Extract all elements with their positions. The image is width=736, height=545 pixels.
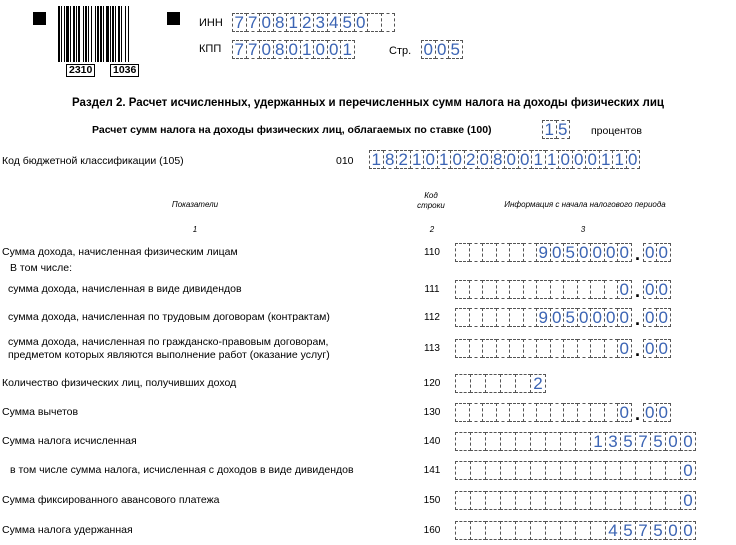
value-digit-cell: 3 xyxy=(605,432,621,451)
value-digit-cell xyxy=(482,403,497,422)
value-digit-cell xyxy=(482,243,497,262)
row-value-field-130[interactable] xyxy=(455,403,671,422)
kbk-digit-cell: 8 xyxy=(491,150,506,169)
decimal-separator: . xyxy=(634,404,640,424)
value-digit-cell: 0 xyxy=(590,243,605,262)
row-label-113-line2: предметом которых являются выполнение работ (оказание услуг) xyxy=(8,349,330,361)
value-digit-cell xyxy=(455,403,470,422)
value-fraction-cell: 0 xyxy=(656,280,671,299)
kbk-line-code: 010 xyxy=(336,155,354,167)
decimal-separator: . xyxy=(634,281,640,301)
value-digit-cell xyxy=(575,461,591,480)
value-digit-cell xyxy=(496,308,511,327)
value-digit-cell xyxy=(515,521,531,540)
row-value-field-150[interactable] xyxy=(455,491,696,510)
row-value-field-113[interactable] xyxy=(455,339,671,358)
kbk-digit-cell: 2 xyxy=(396,150,411,169)
value-digit-cell xyxy=(550,339,565,358)
kbk-digit-cell: 0 xyxy=(572,150,587,169)
kbk-digit-cell: 1 xyxy=(437,150,452,169)
value-digit-cell: 9 xyxy=(536,308,551,327)
kbk-digit-cell: 1 xyxy=(545,150,560,169)
kbk-digit-cell: 1 xyxy=(599,150,614,169)
row-code-113: 113 xyxy=(424,343,440,354)
value-digit-cell xyxy=(604,339,619,358)
barcode-number-left: 2310 xyxy=(66,64,95,77)
value-fraction-cell: 0 xyxy=(656,339,671,358)
value-digit-cell: 0 xyxy=(617,403,632,422)
value-digit-cell xyxy=(515,432,531,451)
row-code-120: 120 xyxy=(423,378,441,389)
value-digit-cell: 1 xyxy=(590,432,606,451)
value-digit-cell xyxy=(530,432,546,451)
inn-digit-cell: 4 xyxy=(327,13,342,32)
value-digit-cell xyxy=(560,491,576,510)
kbk-digit-cell: 2 xyxy=(464,150,479,169)
value-digit-cell xyxy=(455,521,471,540)
row-code-141: 141 xyxy=(423,465,441,476)
column-header-line-code-part1: Код xyxy=(424,191,438,200)
value-digit-cell xyxy=(590,339,605,358)
row-label-110: Сумма дохода, начисленная физическим лицам xyxy=(2,246,238,258)
value-digit-cell xyxy=(530,461,546,480)
value-digit-cell xyxy=(575,491,591,510)
kbk-digit-cell: 1 xyxy=(612,150,627,169)
value-digit-cell xyxy=(500,461,516,480)
inn-digit-cell: 2 xyxy=(300,13,315,32)
value-digit-cell xyxy=(496,243,511,262)
value-digit-cell xyxy=(530,521,546,540)
value-digit-cell: 0 xyxy=(617,280,632,299)
value-digit-cell xyxy=(545,432,561,451)
row-label-112: сумма дохода, начисленная по трудовым договорам (контрактам) xyxy=(8,311,330,323)
row-code-150: 150 xyxy=(423,495,441,506)
value-digit-cell xyxy=(470,374,486,393)
kbk-digit-cell: 0 xyxy=(477,150,492,169)
column-header-line-code-part2: строки xyxy=(417,201,445,210)
value-digit-cell xyxy=(604,403,619,422)
value-digit-cell xyxy=(523,339,538,358)
value-digit-cell: 0 xyxy=(550,308,565,327)
value-digit-cell xyxy=(590,491,606,510)
value-fraction-cell: 0 xyxy=(643,243,658,262)
value-digit-cell: 7 xyxy=(635,521,651,540)
value-digit-cell xyxy=(509,280,524,299)
kbk-digit-cell: 0 xyxy=(450,150,465,169)
kbk-digit-cell: 0 xyxy=(518,150,533,169)
row-label-160: Сумма налога удержанная xyxy=(2,524,133,536)
kpp-digit-cell: 0 xyxy=(313,40,328,59)
value-digit-cell xyxy=(485,461,501,480)
rate-label: Расчет сумм налога на доходы физических лиц, облагаемых по ставке (100) xyxy=(92,124,492,136)
value-digit-cell xyxy=(509,403,524,422)
value-digit-cell xyxy=(650,491,666,510)
kpp-label: КПП xyxy=(199,43,222,55)
value-digit-cell xyxy=(496,280,511,299)
value-digit-cell xyxy=(455,280,470,299)
value-digit-cell xyxy=(620,491,636,510)
column-number-3: 3 xyxy=(580,225,586,234)
row-value-field-111[interactable] xyxy=(455,280,671,299)
value-digit-cell xyxy=(515,461,531,480)
value-digit-cell: 5 xyxy=(620,521,636,540)
value-digit-cell: 4 xyxy=(605,521,621,540)
value-digit-cell xyxy=(470,521,486,540)
value-digit-cell xyxy=(550,403,565,422)
row-label-141: в том числе сумма налога, исчисленная с доходов в виде дивидендов xyxy=(10,464,354,476)
inn-digit-cell: 7 xyxy=(232,13,247,32)
barcode-number-right: 1036 xyxy=(110,64,139,77)
value-digit-cell xyxy=(509,243,524,262)
kbk-digit-cell: 1 xyxy=(531,150,546,169)
value-digit-cell xyxy=(482,308,497,327)
value-digit-cell: 0 xyxy=(617,339,632,358)
value-digit-cell xyxy=(470,461,486,480)
value-fraction-cell: 0 xyxy=(656,308,671,327)
value-digit-cell xyxy=(590,461,606,480)
value-digit-cell: 0 xyxy=(550,243,565,262)
value-digit-cell xyxy=(469,308,484,327)
kpp-digit-cell: 7 xyxy=(232,40,247,59)
value-digit-cell xyxy=(455,432,471,451)
kbk-digit-cell: 0 xyxy=(558,150,573,169)
inn-digit-cell: 5 xyxy=(340,13,355,32)
value-digit-cell xyxy=(536,280,551,299)
value-digit-cell: 0 xyxy=(577,243,592,262)
value-digit-cell xyxy=(635,491,651,510)
value-digit-cell xyxy=(590,521,606,540)
value-digit-cell xyxy=(563,403,578,422)
value-digit-cell xyxy=(577,403,592,422)
value-digit-cell: 0 xyxy=(617,308,632,327)
value-digit-cell xyxy=(509,339,524,358)
kbk-digit-cell: 0 xyxy=(504,150,519,169)
rate-field[interactable] xyxy=(542,120,570,139)
value-digit-cell xyxy=(604,280,619,299)
value-digit-cell xyxy=(455,491,471,510)
value-digit-cell xyxy=(650,461,666,480)
value-digit-cell xyxy=(500,432,516,451)
value-digit-cell xyxy=(455,243,470,262)
kpp-digit-cell: 8 xyxy=(273,40,288,59)
value-digit-cell xyxy=(620,461,636,480)
kbk-digit-cell: 0 xyxy=(626,150,641,169)
value-digit-cell xyxy=(515,491,531,510)
value-digit-cell xyxy=(545,521,561,540)
value-fraction-cell: 0 xyxy=(643,339,658,358)
rate-digit-cell: 1 xyxy=(542,120,557,139)
column-number-2: 2 xyxy=(429,225,435,234)
value-digit-cell xyxy=(496,339,511,358)
inn-digit-cell: 1 xyxy=(286,13,301,32)
value-digit-cell xyxy=(469,339,484,358)
value-digit-cell xyxy=(545,491,561,510)
column-header-indicators: Показатели xyxy=(171,200,219,209)
value-fraction-cell: 0 xyxy=(656,243,671,262)
value-digit-cell xyxy=(469,280,484,299)
kpp-digit-cell: 7 xyxy=(246,40,261,59)
kbk-digit-cell: 1 xyxy=(410,150,425,169)
inn-label: ИНН xyxy=(199,17,223,29)
decimal-separator: . xyxy=(634,309,640,329)
value-digit-cell xyxy=(665,461,681,480)
kbk-digit-cell: 1 xyxy=(369,150,384,169)
value-digit-cell xyxy=(575,521,591,540)
kbk-digit-cell: 8 xyxy=(383,150,398,169)
value-digit-cell xyxy=(455,339,470,358)
row-label-130: Сумма вычетов xyxy=(2,406,79,418)
row-code-130: 130 xyxy=(423,407,441,418)
kbk-field[interactable] xyxy=(369,150,640,169)
value-digit-cell xyxy=(509,308,524,327)
value-digit-cell xyxy=(605,461,621,480)
row-code-110: 110 xyxy=(424,247,440,258)
value-digit-cell xyxy=(496,403,511,422)
value-digit-cell xyxy=(665,491,681,510)
value-digit-cell xyxy=(470,432,486,451)
value-digit-cell xyxy=(577,339,592,358)
kbk-digit-cell: 0 xyxy=(585,150,600,169)
value-digit-cell: 2 xyxy=(530,374,546,393)
value-digit-cell xyxy=(560,461,576,480)
row-label-150: Сумма фиксированного авансового платежа xyxy=(2,494,220,506)
rate-unit: процентов xyxy=(591,125,643,137)
value-digit-cell: 0 xyxy=(665,432,681,451)
kpp-field[interactable] xyxy=(232,40,355,59)
value-digit-cell xyxy=(455,374,471,393)
inn-digit-cell: 0 xyxy=(354,13,369,32)
value-digit-cell: 7 xyxy=(635,432,651,451)
value-digit-cell xyxy=(575,432,591,451)
row-value-field-140[interactable] xyxy=(455,432,696,451)
row-value-field-110[interactable] xyxy=(455,243,671,262)
corner-marker-left xyxy=(33,12,46,25)
value-digit-cell xyxy=(500,374,516,393)
row-label-120: Количество физических лиц, получивших доход xyxy=(2,377,237,389)
value-digit-cell xyxy=(536,339,551,358)
value-digit-cell xyxy=(563,280,578,299)
value-digit-cell: 5 xyxy=(620,432,636,451)
inn-digit-cell: 7 xyxy=(246,13,261,32)
inn-field[interactable] xyxy=(232,13,395,32)
value-digit-cell xyxy=(590,280,605,299)
value-fraction-cell: 0 xyxy=(656,403,671,422)
value-digit-cell xyxy=(470,491,486,510)
value-digit-cell: 0 xyxy=(680,432,696,451)
value-digit-cell: 0 xyxy=(680,461,696,480)
value-digit-cell xyxy=(523,403,538,422)
value-digit-cell: 0 xyxy=(665,521,681,540)
value-digit-cell xyxy=(469,243,484,262)
row-value-field-141[interactable] xyxy=(455,461,696,480)
page-digit-cell: 0 xyxy=(435,40,450,59)
page-digit-cell: 0 xyxy=(421,40,436,59)
value-digit-cell xyxy=(560,432,576,451)
page-number-field[interactable] xyxy=(421,40,463,59)
row-label-113: сумма дохода, начисленная по гражданско-правовым договорам, xyxy=(8,336,329,348)
inn-digit-cell: 3 xyxy=(313,13,328,32)
value-fraction-cell: 0 xyxy=(643,308,658,327)
inn-digit-cell: 0 xyxy=(259,13,274,32)
value-digit-cell: 9 xyxy=(536,243,551,262)
row-code-140: 140 xyxy=(423,436,441,447)
value-digit-cell xyxy=(550,280,565,299)
row-code-160: 160 xyxy=(423,525,441,536)
value-digit-cell: 0 xyxy=(680,521,696,540)
value-digit-cell: 5 xyxy=(563,308,578,327)
value-digit-cell xyxy=(500,521,516,540)
kpp-digit-cell: 1 xyxy=(300,40,315,59)
value-digit-cell xyxy=(482,280,497,299)
value-digit-cell: 0 xyxy=(617,243,632,262)
value-digit-cell xyxy=(455,308,470,327)
row-value-field-160[interactable] xyxy=(455,521,696,540)
section-title: Раздел 2. Расчет исчисленных, удержанных и перечисленных сумм налога на доходы физических лиц xyxy=(72,97,664,109)
value-digit-cell: 0 xyxy=(604,308,619,327)
row-value-field-112[interactable] xyxy=(455,308,671,327)
rate-digit-cell: 5 xyxy=(556,120,571,139)
value-digit-cell xyxy=(590,403,605,422)
row-label-111: сумма дохода, начисленная в виде дивидендов xyxy=(8,283,242,295)
value-digit-cell: 5 xyxy=(563,243,578,262)
inn-digit-cell: 8 xyxy=(273,13,288,32)
column-header-info: Информация с начала налогового периода xyxy=(504,200,666,209)
column-number-1: 1 xyxy=(192,225,198,234)
value-digit-cell xyxy=(635,461,651,480)
column-header-line-code xyxy=(406,191,456,211)
value-digit-cell xyxy=(523,243,538,262)
inn-digit-cell xyxy=(381,13,396,32)
kbk-label: Код бюджетной классификации (105) xyxy=(2,155,184,167)
decimal-separator: . xyxy=(634,244,640,264)
page-digit-cell: 5 xyxy=(448,40,463,59)
value-digit-cell xyxy=(485,491,501,510)
row-label-140: Сумма налога исчисленная xyxy=(2,435,137,447)
value-digit-cell xyxy=(560,521,576,540)
row-code-111: 111 xyxy=(424,284,440,295)
value-digit-cell: 0 xyxy=(577,308,592,327)
value-digit-cell: 0 xyxy=(604,243,619,262)
value-digit-cell xyxy=(523,280,538,299)
row-code-112: 112 xyxy=(424,312,440,323)
value-digit-cell: 5 xyxy=(650,432,666,451)
corner-marker-right xyxy=(167,12,180,25)
value-digit-cell xyxy=(563,339,578,358)
value-digit-cell xyxy=(530,491,546,510)
value-digit-cell xyxy=(469,403,484,422)
kpp-digit-cell: 0 xyxy=(259,40,274,59)
value-digit-cell xyxy=(482,339,497,358)
value-fraction-cell: 0 xyxy=(643,280,658,299)
value-digit-cell xyxy=(605,491,621,510)
value-digit-cell xyxy=(536,403,551,422)
value-digit-cell xyxy=(485,521,501,540)
kpp-digit-cell: 0 xyxy=(286,40,301,59)
decimal-separator: . xyxy=(634,340,640,360)
value-digit-cell: 0 xyxy=(680,491,696,510)
value-digit-cell xyxy=(545,461,561,480)
value-digit-cell xyxy=(515,374,531,393)
value-digit-cell: 0 xyxy=(590,308,605,327)
kbk-digit-cell: 0 xyxy=(423,150,438,169)
value-digit-cell xyxy=(500,491,516,510)
value-digit-cell xyxy=(485,374,501,393)
page-label: Стр. xyxy=(389,45,412,57)
value-digit-cell xyxy=(485,432,501,451)
row-sublabel-110: В том числе: xyxy=(10,262,73,274)
value-digit-cell: 5 xyxy=(650,521,666,540)
value-digit-cell xyxy=(455,461,471,480)
row-value-field-120[interactable] xyxy=(455,374,546,393)
value-fraction-cell: 0 xyxy=(643,403,658,422)
value-digit-cell xyxy=(577,280,592,299)
kpp-digit-cell: 1 xyxy=(340,40,355,59)
value-digit-cell xyxy=(523,308,538,327)
kpp-digit-cell: 0 xyxy=(327,40,342,59)
inn-digit-cell xyxy=(367,13,382,32)
